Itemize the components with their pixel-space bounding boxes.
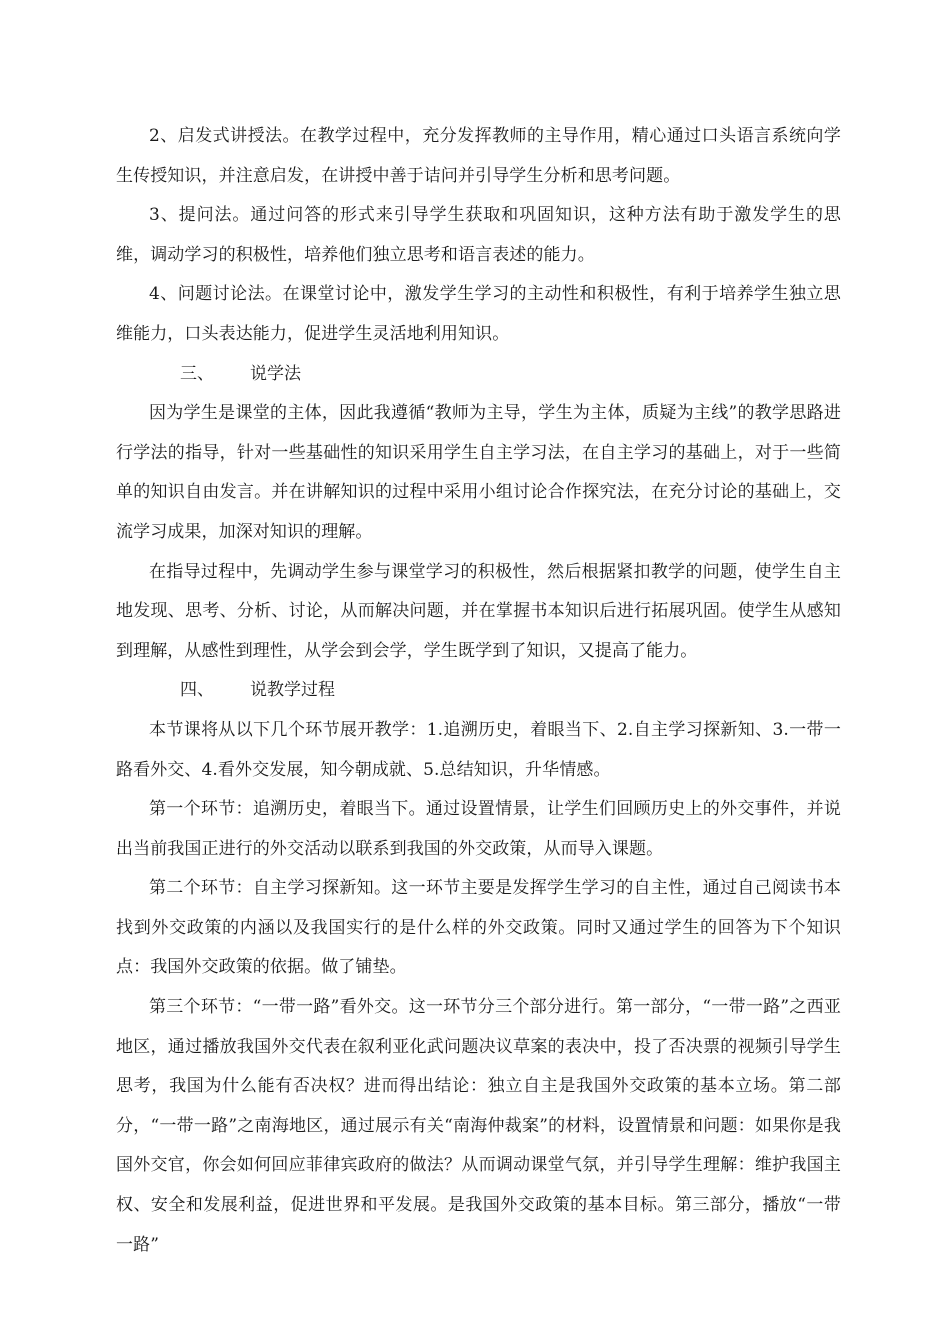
section-heading-number: 三、 [180, 363, 214, 384]
section-heading-title: 说学法 [250, 363, 301, 384]
section-heading-3 [116, 355, 841, 395]
section-heading-title: 说教学过程 [250, 680, 335, 701]
paragraph-process-overview: 本节课将从以下几个环节展开教学：1.追溯历史，着眼当下、2.自主学习探新知、3.一带一路看外交、4.看外交发展，知今朝成就、5.总结知识，升华情感。 [116, 719, 841, 780]
section-heading-4 [116, 671, 841, 711]
paragraph-study-method-2: 在指导过程中，先调动学生参与课堂学习的积极性，然后根据紧扣教学的问题，使学生自主地发现、思考、分析、讨论，从而解决问题，并在掌握书本知识后进行拓展巩固。使学生从感知到理解，从感性到理性，从学会到会学，学生既学到了知识，又提高了能力。 [116, 561, 841, 661]
paragraph-method-4: 4、问题讨论法。在课堂讨论中，激发学生学习的主动性和积极性，有利于培养学生独立思维能力，口头表达能力，促进学生灵活地利用知识。 [116, 284, 841, 344]
paragraph-method-3: 3、提问法。通过问答的形式来引导学生获取和巩固知识，这种方法有助于激发学生的思维，调动学习的积极性，培养他们独立思考和语言表述的能力。 [116, 205, 841, 265]
paragraph-method-2: 2、启发式讲授法。在教学过程中，充分发挥教师的主导作用，精心通过口头语言系统向学生传授知识，并注意启发，在讲授中善于诘问并引导学生分析和思考问题。 [116, 126, 841, 186]
paragraph-step-2: 第二个环节：自主学习探新知。这一环节主要是发挥学生学习的自主性，通过自己阅读书本找到外交政策的内涵以及我国实行的是什么样的外交政策。同时又通过学生的回答为下个知识点：我国外交政策的依据。做了铺垫。 [116, 878, 841, 978]
paragraph-step-3: 第三个环节：“一带一路”看外交。这一环节分三个部分进行。第一部分，“一带一路”之西亚地区，通过播放我国外交代表在叙利亚化武问题决议草案的表决中，投了否决票的视频引导学生思考，我国为什么能有否决权？进而得出结论：独立自主是我国外交政策的基本立场。第二部分，“一带一路”之南海地区，通过展示有关“南海仲裁案”的材料，设置情景和问题：如果你是我国外交官，你会如何回应菲律宾政府的做法？从而调动课堂气氛，并引导学生理解：维护我国主权、安全和发展利益，促进世界和平发展。是我国外交政策的基本目标。第三部分，播放“一带一路” [116, 997, 841, 1255]
document-body [116, 117, 841, 1265]
paragraph-study-method-1: 因为学生是课堂的主体，因此我遵循“教师为主导，学生为主体，质疑为主线”的教学思路进行学法的指导，针对一些基础性的知识采用学生自主学习法，在自主学习的基础上，对于一些简单的知识自由发言。并在讲解知识的过程中采用小组讨论合作探究法，在充分讨论的基础上，交流学习成果，加深对知识的理解。 [116, 403, 841, 542]
paragraph-step-1: 第一个环节：追溯历史，着眼当下。通过设置情景，让学生们回顾历史上的外交事件，并说出当前我国正进行的外交活动以联系到我国的外交政策，从而导入课题。 [116, 799, 841, 859]
section-heading-number: 四、 [180, 680, 214, 701]
